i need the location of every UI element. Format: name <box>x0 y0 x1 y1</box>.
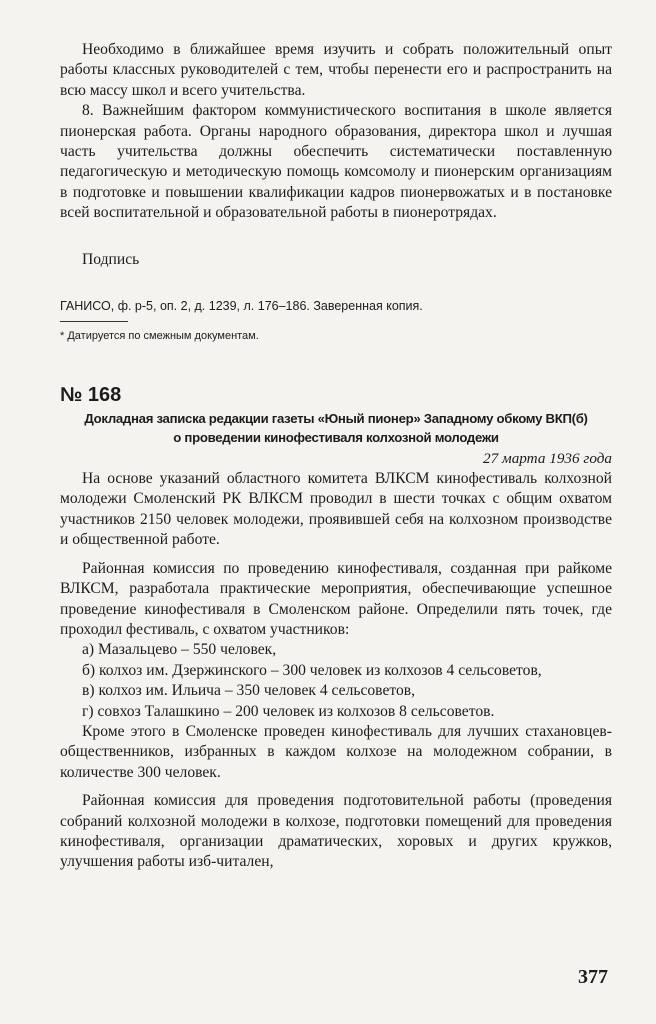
body-paragraph-3: Кроме этого в Смоленске проведен кинофестиваль для лучших стахановцев-общественников, избранных в каждом колхозе на молодежном собрании, в количестве 300 человек. <box>60 722 612 781</box>
document-title-line-1: Докладная записка редакции газеты «Юный пионер» Западному обкому ВКП(б) <box>84 411 588 427</box>
list-item: б) колхоз им. Дзержинского – 300 человек из колхозов 4 сельсоветов, <box>82 661 542 679</box>
archive-reference: ГАНИСО, ф. р-5, оп. 2, д. 1239, л. 176–186. Заверенная копия. <box>60 299 423 314</box>
signature: Подпись <box>82 250 140 268</box>
body-paragraph-4: Районная комиссия для проведения подготовительной работы (проведения собраний колхозной молодежи в колхозе, подготовки помещений для проведения кинофестиваля, организации драматических, хоровых и других кружков, улучшения работы изб-читален, <box>60 792 612 871</box>
document-title <box>60 409 612 447</box>
list-item: в) колхоз им. Ильича – 350 человек 4 сельсоветов, <box>82 682 416 700</box>
list-item: а) Мазальцево – 550 человек, <box>82 641 277 659</box>
paragraph-8: 8. Важнейшим фактором коммунистического воспитания в школе является пионерская работа. Органы народного образования, директора школ и лучшая часть учительства должны обеспечить систематически поставленную педагогическую и методическую помощь комсомолу и пионерским организациям в подготовке и повышении квалификации кадров пионервожатых и в постановке всей воспитательной и образовательной работы в пионеротрядах. <box>60 102 612 222</box>
document-title-line-2: о проведении кинофестиваля колхозной молодежи <box>173 430 499 446</box>
top-paragraph: Необходимо в ближайшее время изучить и собрать положительный опыт работы классных руководителей с тем, чтобы перенести его и распространить на всю массу школ и всего учительства. <box>60 41 612 99</box>
body-paragraph-2: Районная комиссия по проведению кинофестиваля, созданная при райкоме ВЛКСМ, разработала практические мероприятия, обеспечивающие успешное проведение кинофестиваля в Смоленском районе. Определили пять точек, где проходил фестиваль, с охватом участников: <box>60 559 612 638</box>
list-item: г) совхоз Талашкино – 200 человек из колхозов 8 сельсоветов. <box>82 702 495 720</box>
footnote-divider <box>60 321 128 322</box>
footnote: * Датируется по смежным документам. <box>60 330 259 343</box>
body-paragraph-1: На основе указаний областного комитета ВЛКСМ кинофестиваль колхозной молодежи Смоленский РК ВЛКСМ проводил в шести точках с общим охватом участников 2150 человек молодежи, проявившей себя на колхозном производстве и общественной работе. <box>60 470 612 549</box>
document-number: № 168 <box>60 384 122 407</box>
document-date: 27 марта 1936 года <box>483 450 612 468</box>
page-number: 377 <box>578 966 608 988</box>
page-content <box>60 40 612 873</box>
